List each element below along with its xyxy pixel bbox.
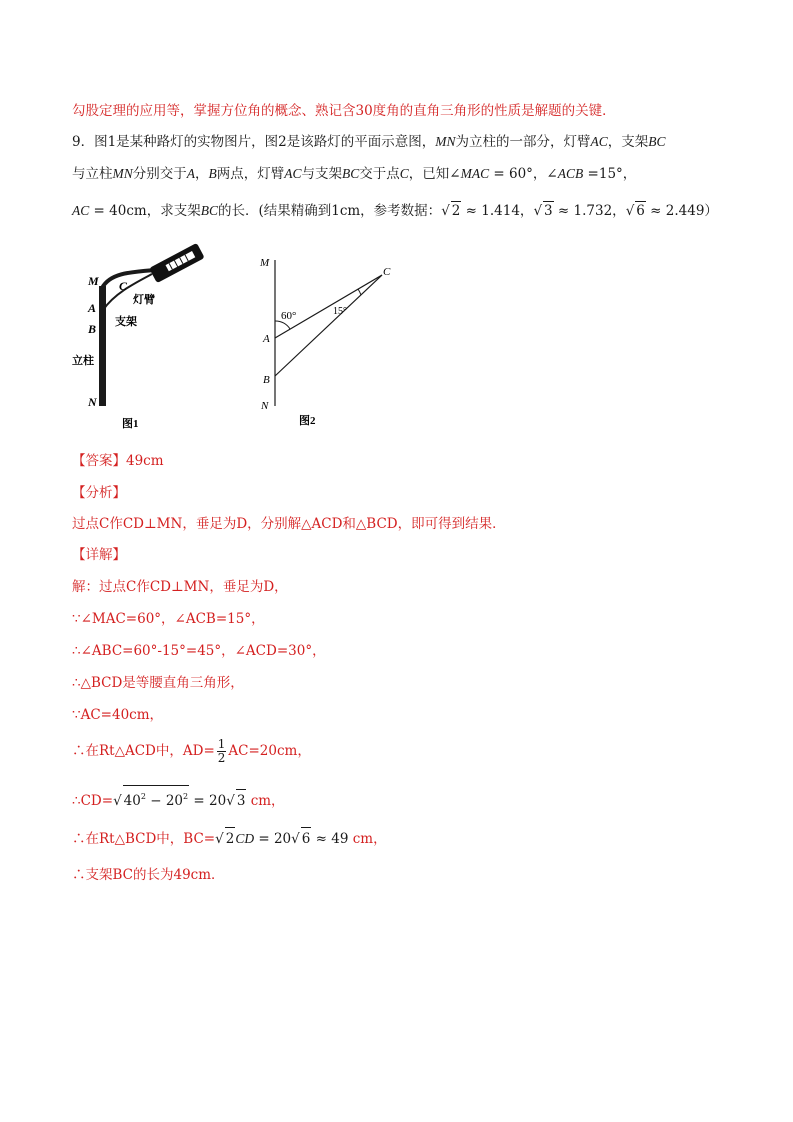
- label-b: B: [263, 374, 270, 386]
- math-b: B: [208, 166, 217, 181]
- problem-text: ，已知∠: [408, 166, 461, 182]
- math-ac: AC: [284, 166, 302, 181]
- figure-1: [70, 238, 220, 433]
- step-text: cm，: [348, 831, 387, 847]
- label-n: N: [88, 395, 97, 409]
- math-ac: AC: [72, 203, 90, 218]
- analysis-tag: 【分析】: [72, 485, 126, 501]
- sqrt-3: 3: [544, 203, 553, 219]
- math-cd: CD: [235, 831, 255, 846]
- detail-step-4: ∴△BCD是等腰直角三角形，: [72, 675, 244, 691]
- problem-line-3: AC = 40cm，求支架BC的长．(结果精确到1cm，参考数据：√ 2 ≈ 1.414，√ 3 ≈ 1.732，√ 6 ≈ 2.449）: [72, 203, 718, 219]
- math-bc: BC: [200, 203, 218, 218]
- radicand-40: 40: [123, 793, 141, 809]
- detail-step-9: ∴支架BC的长为49cm．: [72, 867, 225, 883]
- problem-text: ，支架: [607, 134, 649, 150]
- detail-tag: 【详解】: [72, 547, 126, 563]
- problem-text: = 40cm，求支架: [89, 203, 201, 219]
- math-mn: MN: [112, 166, 133, 181]
- problem-text: 与支架: [301, 166, 343, 182]
- detail-step-1: 解：过点C作CD⊥MN，垂足为D，: [72, 579, 288, 595]
- label-pole: 立柱: [72, 355, 94, 367]
- exponent: 2: [183, 792, 189, 801]
- math-mac: MAC: [460, 166, 490, 181]
- math-acb: ACB: [557, 166, 584, 181]
- label-m: M: [260, 257, 270, 269]
- detail-step-6: [72, 737, 311, 765]
- problem-text: 为立柱的一部分，灯臂: [455, 134, 591, 150]
- angle-arc-15: [358, 289, 361, 295]
- sqrt-6: 6: [301, 827, 312, 850]
- problem-text: =15°，: [583, 166, 637, 182]
- label-c: C: [119, 279, 128, 293]
- detail-step-7: [72, 785, 285, 812]
- problem-text: ≈ 2.449）: [645, 203, 718, 219]
- problem-text: ≈ 1.732，: [553, 203, 626, 219]
- exponent: 2: [140, 792, 146, 801]
- cd-expression: √ $40^2 - 20^2 = 20√$ 3: [113, 793, 246, 809]
- analysis-text: 过点C作CD⊥MN，垂足为D，分别解△ACD和△BCD，即可得到结果．: [72, 516, 506, 532]
- step-text: ∴CD=: [72, 793, 114, 809]
- math-mn: MN: [435, 134, 456, 149]
- lamp-head: [149, 243, 205, 283]
- figure-1-caption: 图1: [122, 418, 139, 430]
- answer-tag: 【答案】: [72, 453, 126, 469]
- label-a: A: [88, 301, 97, 315]
- math-c: C: [399, 166, 409, 181]
- problem-line-1: [72, 133, 666, 151]
- sqrt-3: 3: [236, 789, 247, 812]
- math-ac: AC: [590, 134, 608, 149]
- problem-text: 交于点: [359, 166, 400, 182]
- angle-label-15: 15°: [333, 306, 347, 317]
- pole-shape: [99, 286, 106, 406]
- label-bracket: 支架: [115, 316, 137, 328]
- problem-text: = 60°，∠: [489, 166, 558, 182]
- detail-step-5: ∵AC=40cm，: [72, 707, 164, 723]
- fraction-denominator: 2: [217, 751, 226, 765]
- bc-approx: ≈ 49: [311, 831, 349, 847]
- math-bc: BC: [648, 134, 666, 149]
- step-text: ∴在Rt△BCD中，BC=: [72, 831, 216, 847]
- problem-text: 与立柱: [72, 166, 113, 182]
- radicand-minus: − 20: [145, 793, 184, 809]
- label-m: M: [88, 274, 99, 288]
- math-bc: BC: [342, 166, 360, 181]
- angle-arc-60: [275, 321, 290, 329]
- cd-equals: = 20: [189, 793, 227, 809]
- sqrt-6: 6: [636, 203, 645, 219]
- intro-line: 勾股定理的应用等，掌握方位角的概念、熟记含30度角的直角三角形的性质是解题的关键．: [72, 103, 616, 119]
- step-text: ∴在Rt△ACD中，AD=: [72, 743, 215, 759]
- line-ac: [275, 275, 382, 338]
- bc-expression: √ 2CD = 20√ 6 ≈ 49: [215, 831, 348, 847]
- sqrt-2: 2: [451, 203, 461, 219]
- figure-2: [255, 248, 395, 433]
- bc-equals: = 20: [254, 831, 292, 847]
- problem-text: ≈ 1.414，: [461, 203, 534, 219]
- detail-step-8: [72, 827, 387, 850]
- label-arm: 灯臂: [133, 294, 155, 306]
- figure-2-caption: 图2: [299, 415, 316, 427]
- answer-value: 49cm: [126, 453, 164, 469]
- problem-text: 分别交于: [132, 166, 187, 182]
- problem-text: 的长．(结果精确到1cm，参考数据：: [217, 203, 442, 219]
- angle-label-60: 60°: [281, 310, 297, 322]
- problem-text: 两点，灯臂: [216, 166, 285, 182]
- step-text: AC=20cm，: [228, 743, 311, 759]
- label-c: C: [383, 266, 391, 278]
- detail-step-2: ∵∠MAC=60°，∠ACB=15°，: [72, 611, 265, 627]
- label-n: N: [261, 400, 269, 412]
- label-a: A: [263, 333, 270, 345]
- answer-line: [72, 452, 164, 470]
- label-b: B: [88, 322, 97, 336]
- arm-shape: [102, 270, 155, 288]
- fraction-numerator: 1: [217, 737, 226, 751]
- line-bc: [275, 275, 382, 376]
- problem-text: 9．图1是某种路灯的实物图片，图2是该路灯的平面示意图，: [72, 134, 436, 150]
- problem-line-2: [72, 165, 636, 183]
- step-text: cm，: [246, 793, 285, 809]
- detail-step-3: ∴∠ABC=60°-15°=45°，∠ACD=30°，: [72, 643, 326, 659]
- sqrt-2: 2: [225, 827, 236, 850]
- math-a: A: [186, 166, 195, 181]
- problem-text: ，: [195, 166, 209, 182]
- fraction-half: [217, 738, 227, 765]
